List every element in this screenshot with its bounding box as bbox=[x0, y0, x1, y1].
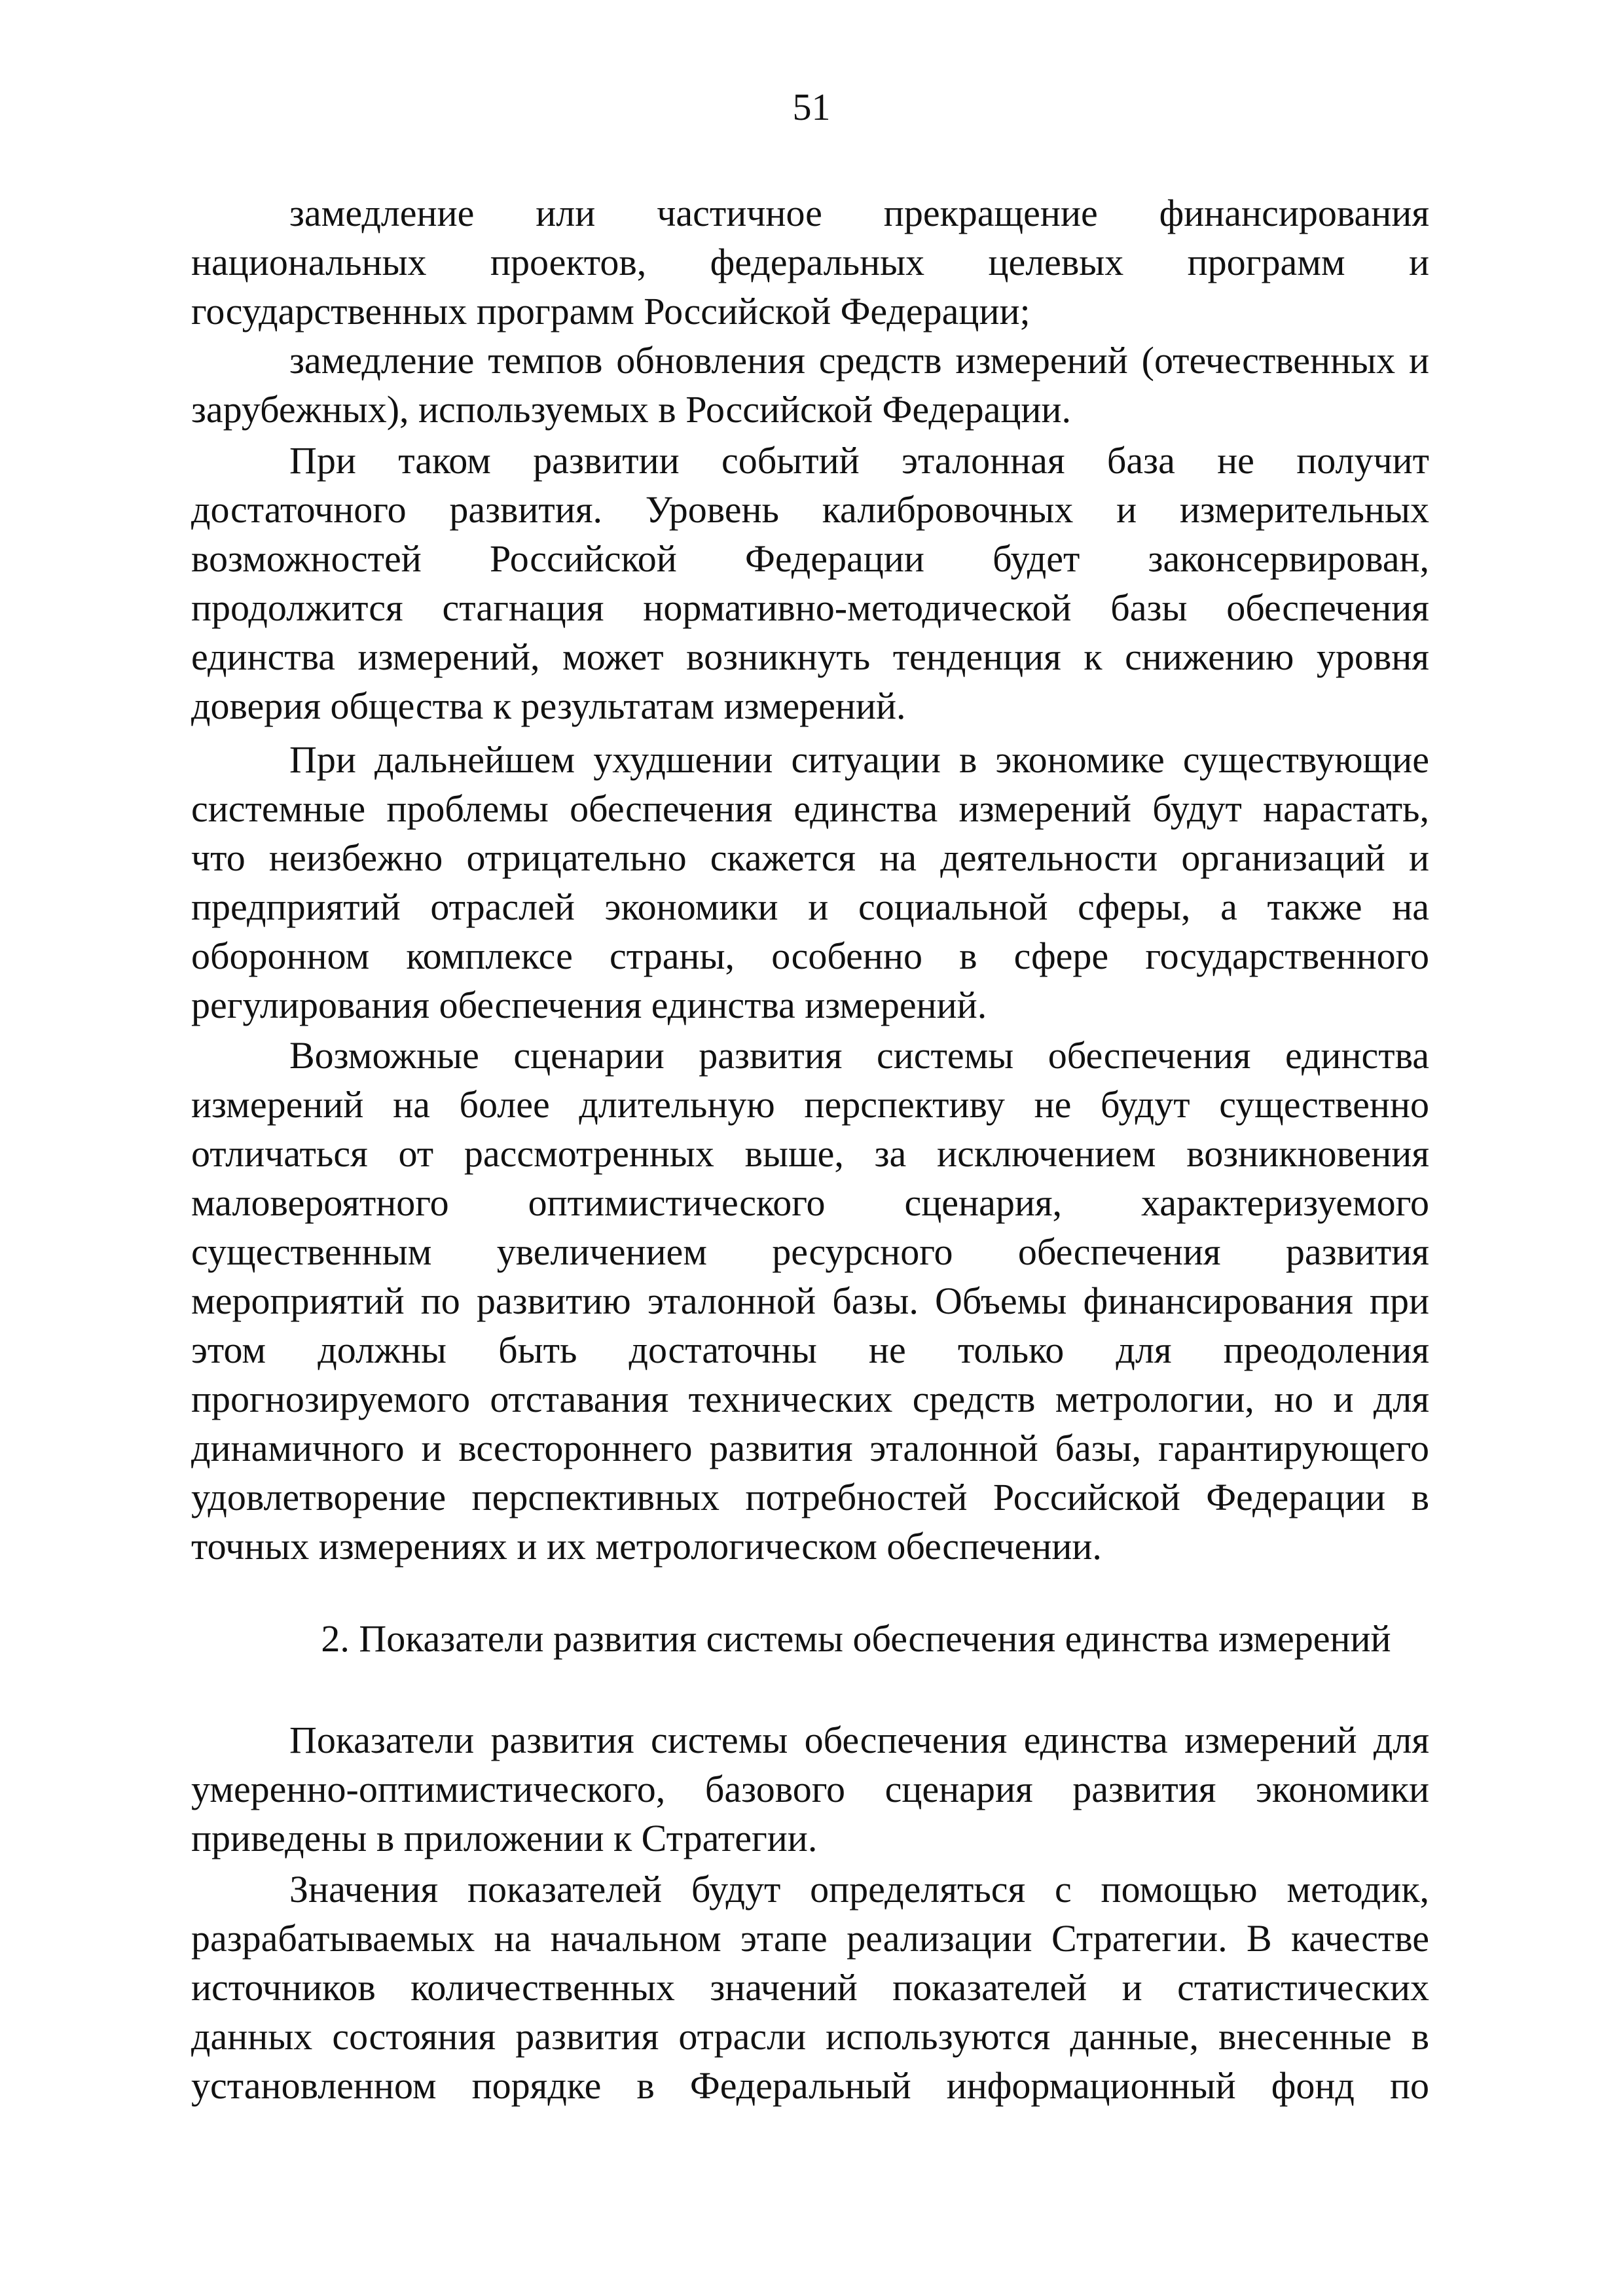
text-line: точных измерениях и их метрологическом обеспечении. bbox=[191, 1525, 1102, 1568]
text-line: удовлетворение перспективных потребностей Российской Федерации в bbox=[191, 1476, 1429, 1518]
text-line: маловероятного оптимистического сценария, характеризуемого bbox=[191, 1181, 1429, 1224]
text-line: единства измерений, может возникнуть тенденция к снижению уровня bbox=[191, 636, 1429, 678]
text-line: мероприятий по развитию эталонной базы. Объемы финансирования при bbox=[191, 1280, 1429, 1322]
text-line: установленном порядке в Федеральный информационный фонд по bbox=[191, 2064, 1429, 2107]
text-line: системные проблемы обеспечения единства измерений будут нарастать, bbox=[191, 787, 1429, 830]
page-number: 51 bbox=[792, 86, 831, 128]
text-line: национальных проектов, федеральных целевых программ и bbox=[191, 241, 1429, 283]
paragraph bbox=[191, 735, 1429, 1030]
text-line: отличаться от рассмотренных выше, за исключением возникновения bbox=[191, 1132, 1429, 1175]
text-line: данных состояния развития отрасли используются данные, внесенные в bbox=[191, 2015, 1429, 2058]
text-line: возможностей Российской Федерации будет законсервирован, bbox=[191, 537, 1429, 580]
text-line: Показатели развития системы обеспечения единства измерений для bbox=[289, 1719, 1429, 1761]
text-line: Возможные сценарии развития системы обеспечения единства bbox=[289, 1034, 1429, 1077]
section-heading: 2. Показатели развития системы обеспечения единства измерений bbox=[321, 1617, 1391, 1660]
text-line: предприятий отраслей экономики и социальной сферы, а также на bbox=[191, 886, 1429, 928]
text-line: Значения показателей будут определяться с помощью методик, bbox=[289, 1868, 1429, 1910]
text-line: динамичного и всестороннего развития эталонной базы, гарантирующего bbox=[191, 1427, 1429, 1469]
paragraph bbox=[191, 436, 1429, 730]
text-line: замедление темпов обновления средств измерений (отечественных и bbox=[289, 339, 1429, 382]
text-line: замедление или частичное прекращение финансирования bbox=[289, 192, 1429, 234]
text-line: измерений на более длительную перспективу не будут существенно bbox=[191, 1083, 1429, 1126]
text-line: доверия общества к результатам измерений. bbox=[191, 685, 906, 727]
paragraph bbox=[191, 188, 1429, 336]
text-line: существенным увеличением ресурсного обеспечения развития bbox=[191, 1230, 1429, 1273]
text-line: регулирования обеспечения единства измерений. bbox=[191, 984, 987, 1026]
text-line: государственных программ Российской Федерации; bbox=[191, 290, 1030, 332]
text-line: продолжится стагнация нормативно-методической базы обеспечения bbox=[191, 586, 1429, 629]
paragraph bbox=[191, 1865, 1429, 2110]
text-line: умеренно-оптимистического, базового сценария развития экономики bbox=[191, 1768, 1429, 1810]
paragraph bbox=[191, 336, 1429, 434]
text-line: разрабатываемых на начальном этапе реализации Стратегии. В качестве bbox=[191, 1917, 1429, 1960]
text-line: что неизбежно отрицательно скажется на деятельности организаций и bbox=[191, 836, 1429, 879]
text-line: При таком развитии событий эталонная база не получит bbox=[289, 439, 1429, 482]
paragraph bbox=[191, 1031, 1429, 1571]
text-line: прогнозируемого отставания технических средств метрологии, но и для bbox=[191, 1378, 1429, 1420]
text-line: оборонном комплексе страны, особенно в сфере государственного bbox=[191, 935, 1429, 977]
text-line: источников количественных значений показателей и статистических bbox=[191, 1966, 1429, 2009]
text-line: этом должны быть достаточны не только для преодоления bbox=[191, 1329, 1429, 1371]
text-line: достаточного развития. Уровень калибровочных и измерительных bbox=[191, 488, 1429, 531]
text-line: При дальнейшем ухудшении ситуации в экономике существующие bbox=[289, 738, 1429, 781]
paragraph bbox=[191, 1715, 1429, 1863]
text-line: зарубежных), используемых в Российской Федерации. bbox=[191, 388, 1071, 431]
text-line: приведены в приложении к Стратегии. bbox=[191, 1817, 818, 1859]
